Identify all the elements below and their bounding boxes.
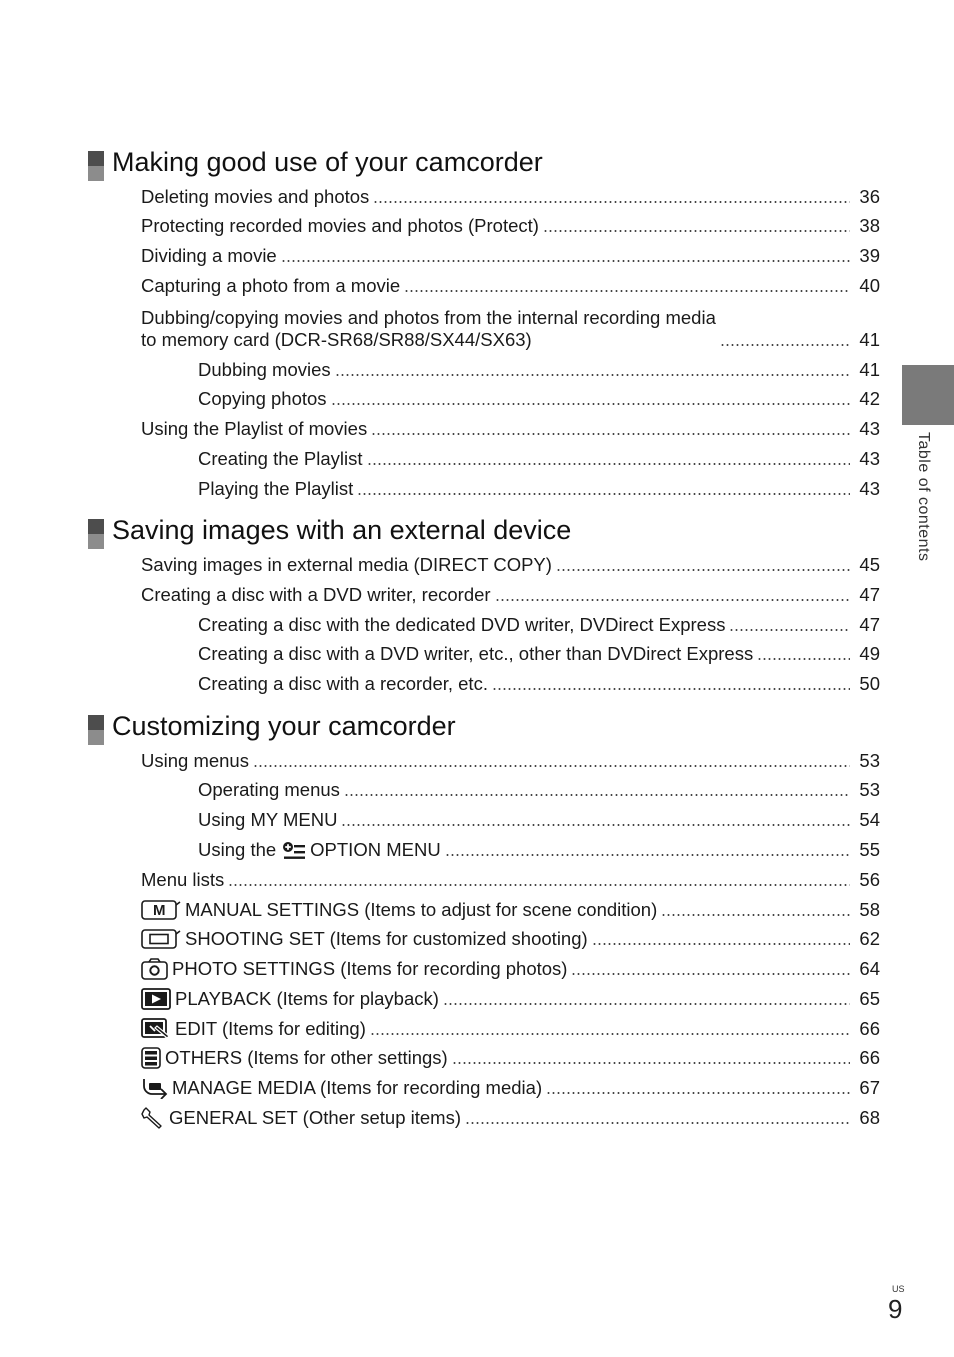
leader-dots [357,493,850,495]
toc-entry[interactable] [198,446,880,470]
toc-entry[interactable] [141,243,880,267]
toc-entry-label: Capturing a photo from a movie [141,275,401,296]
toc-entry-label: Operating menus [198,779,340,800]
leader-dots [556,569,850,571]
toc-page-number: 43 [859,448,880,469]
section-title: Customizing your camcorder [112,711,456,741]
leader-dots [546,1092,850,1094]
toc-page-number: 54 [859,809,880,830]
toc-page-number: 55 [859,839,880,860]
toc-entry-label [141,928,588,950]
leader-dots [253,765,850,767]
toc-entry-label [141,899,657,921]
wrench-icon [141,1107,165,1129]
toc-entry[interactable] [141,1016,880,1040]
section-marker [88,519,104,549]
toc-entry-label [141,1018,366,1040]
toc-entry[interactable] [141,986,880,1010]
toc-entry-label: Using menus [141,750,249,771]
section-heading [88,710,880,746]
toc-entry-label-text: MANUAL SETTINGS (Items to adjust for scene condition) [185,899,658,920]
leader-dots [465,1122,850,1124]
leader-dots [344,794,850,796]
toc-entry-label: Playing the Playlist [198,478,354,499]
leader-dots [492,688,850,690]
leader-dots [571,973,850,975]
toc-page-number: 43 [859,418,880,439]
toc-entry[interactable] [141,1105,880,1129]
toc-entry[interactable] [141,552,880,576]
toc-entry-label-text: GENERAL SET (Other setup items) [169,1107,461,1128]
toc-entry-label [141,958,567,980]
leader-dots [281,260,850,262]
toc-page-number: 40 [859,275,880,296]
section-marker [88,715,104,745]
section-making-good-use [88,146,880,506]
page-number: 9 [888,1294,903,1324]
toc-entry[interactable] [198,777,880,801]
leader-dots [452,1062,850,1064]
toc-entry[interactable] [141,1075,880,1099]
toc-entry-label: Creating the Playlist [198,448,363,469]
toc-entry[interactable] [198,641,880,665]
toc-page-number: 41 [859,359,880,380]
toc-page-number: 66 [859,1018,880,1039]
toc-entry-label: Menu lists [141,869,225,890]
manual-settings-icon [141,899,181,921]
toc-entry-label [141,1047,448,1069]
toc-entry-label [141,307,716,351]
section-title: Saving images with an external device [112,515,572,545]
section-marker [88,151,104,181]
toc-entry-label-text: EDIT (Items for editing) [175,1018,366,1039]
toc-entry-label-line2: to memory card (DCR-SR68/SR88/SX44/SX63) [141,329,532,350]
toc-entry-label: Saving images in external media (DIRECT COPY) [141,554,552,575]
toc-entry-label [141,1107,461,1129]
toc-entry-label-prefix: Using the [198,839,277,860]
leader-dots [543,230,850,232]
leader-dots [335,374,850,376]
manual-settings-icon-letter: M [153,902,166,919]
toc-page-number: 53 [859,779,880,800]
toc-entry-label [141,1077,542,1099]
leader-dots [367,463,850,465]
option-menu-icon [282,841,306,861]
toc-entry[interactable] [141,213,880,237]
toc-entry[interactable] [141,867,880,891]
toc-entry-label-text: OPTION MENU [310,839,441,860]
leader-dots [592,943,850,945]
toc-entry-label: Creating a disc with a recorder, etc. [198,673,488,694]
toc-page-number: 62 [859,928,880,949]
toc-page-number: 68 [859,1107,880,1128]
leader-dots [720,344,850,346]
playback-icon [141,988,171,1010]
leader-dots [373,201,850,203]
section-title: Making good use of your camcorder [112,147,543,177]
toc-entry[interactable] [141,926,880,950]
section-customizing [88,710,880,1135]
toc-page-number: 65 [859,988,880,1009]
leader-dots [404,290,850,292]
toc-entry[interactable] [198,612,880,636]
toc-entry-label: Protecting recorded movies and photos (Protect) [141,215,539,236]
toc-entry-label: Dividing a movie [141,245,277,266]
toc-entry-label: Using the Playlist of movies [141,418,368,439]
toc-entry-label: Using MY MENU [198,809,338,830]
toc-entry-label: Creating a disc with a DVD writer, etc., other than DVDirect Express [198,643,754,664]
toc-entry[interactable] [141,1045,880,1069]
toc-page-number: 47 [859,614,880,635]
toc-entry-label [141,988,439,1010]
toc-entry-label-text: OTHERS (Items for other settings) [165,1047,448,1068]
toc-entry-label-text: SHOOTING SET (Items for customized shooting) [185,928,588,949]
leader-dots [757,658,850,660]
toc-entry[interactable] [141,582,880,606]
toc-entry-label: Deleting movies and photos [141,186,370,207]
toc-page-number: 41 [859,329,880,350]
toc-entry-label: Creating a disc with a DVD writer, recorder [141,584,491,605]
toc-entry-label-line1: Dubbing/copying movies and photos from the internal recording media [141,307,716,328]
toc-entry[interactable] [141,273,880,297]
toc-page-number: 67 [859,1077,880,1098]
toc-entry-label: Copying photos [198,388,327,409]
toc-page-number: 49 [859,643,880,664]
toc-entry-label-text: PLAYBACK (Items for playback) [175,988,439,1009]
leader-dots [495,599,850,601]
side-tab-label: Table of contents [915,432,932,562]
toc-page-number: 43 [859,478,880,499]
toc-entry[interactable] [141,748,880,772]
toc-entry[interactable] [198,671,880,695]
section-heading [88,514,880,550]
camera-icon [141,958,168,980]
toc-entry[interactable] [141,184,880,208]
toc-page-number: 58 [859,899,880,920]
leader-dots [443,1003,850,1005]
toc-entry[interactable] [198,357,880,381]
toc-page-number: 56 [859,869,880,890]
toc-page-number: 39 [859,245,880,266]
section-saving-images [88,514,880,700]
toc-page-number: 47 [859,584,880,605]
leader-dots [228,884,850,886]
shooting-set-icon [141,928,181,950]
toc-entry-label-text: PHOTO SETTINGS (Items for recording photos) [172,958,568,979]
toc-entry-label: Dubbing movies [198,359,331,380]
leader-dots [341,824,850,826]
toc-entry-label: Creating a disc with the dedicated DVD writer, DVDirect Express [198,614,726,635]
page-country-code: US [892,1284,905,1294]
leader-dots [331,403,850,405]
toc-page-number: 50 [859,673,880,694]
leader-dots [661,914,850,916]
toc-page-number: 38 [859,215,880,236]
toc-entry[interactable] [198,807,880,831]
others-icon [141,1047,161,1069]
toc-entry[interactable] [141,303,880,351]
toc-entry[interactable] [141,956,880,980]
toc-page-number: 45 [859,554,880,575]
toc-entry[interactable] [198,386,880,410]
manage-media-icon [141,1077,168,1099]
side-tab-marker [902,365,954,425]
toc-page-number: 64 [859,958,880,979]
leader-dots [370,1033,850,1035]
edit-icon [141,1018,171,1040]
toc-page-number: 53 [859,750,880,771]
toc-page-number: 66 [859,1047,880,1068]
leader-dots [729,629,850,631]
leader-dots [371,433,850,435]
toc-entry[interactable] [141,897,880,921]
section-heading [88,146,880,182]
toc-entry-label-text: MANAGE MEDIA (Items for recording media) [172,1077,543,1098]
leader-dots [445,854,850,856]
toc-entry[interactable] [198,837,880,861]
toc-page-number: 36 [859,186,880,207]
toc-entry[interactable] [198,476,880,500]
toc-entry[interactable] [141,416,880,440]
toc-page-number: 42 [859,388,880,409]
toc-entry-label [198,839,441,861]
